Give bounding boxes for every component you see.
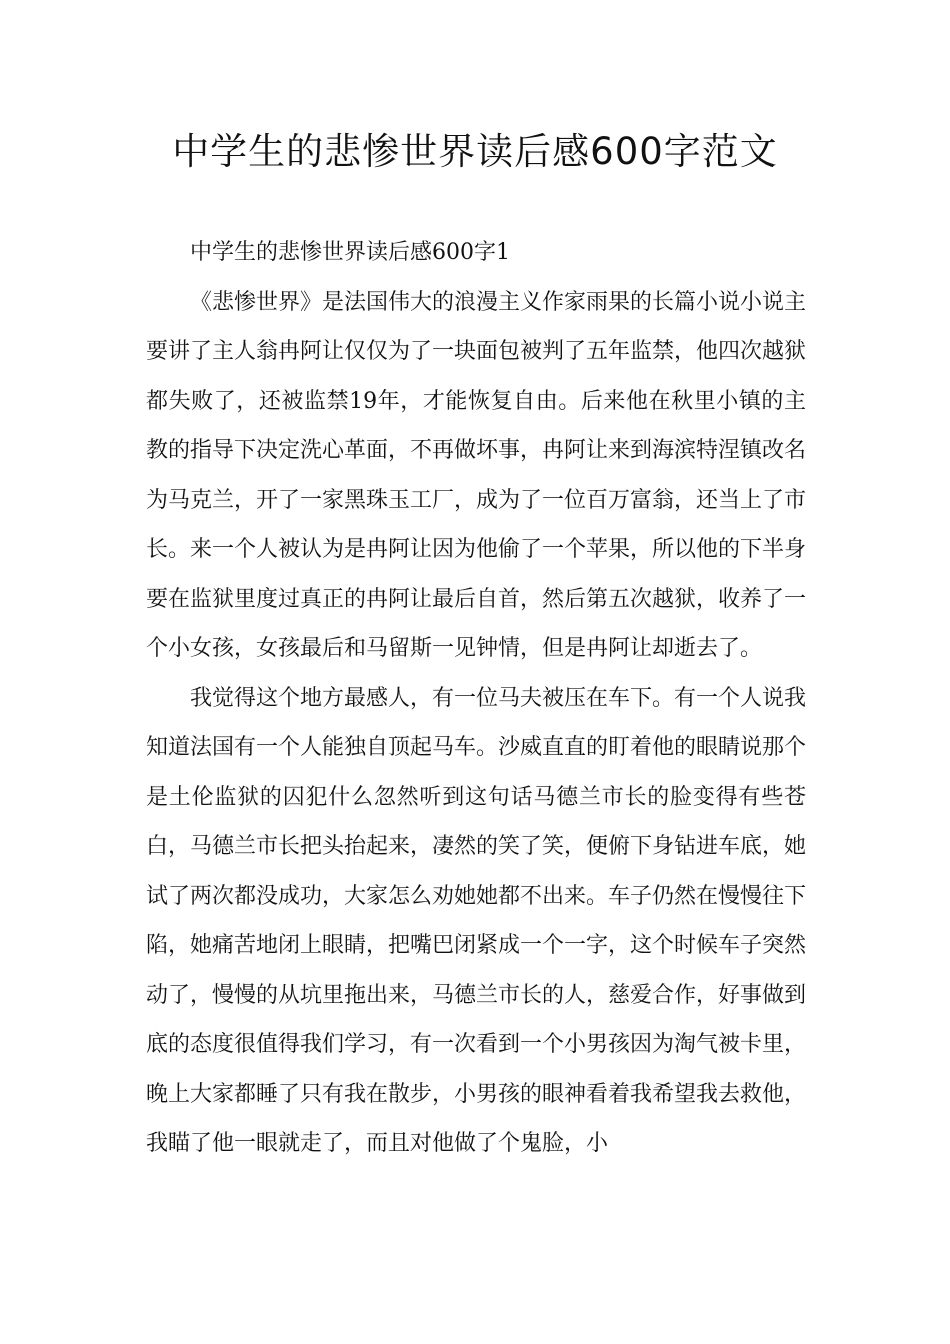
document-title: 中学生的悲惨世界读后感600字范文 (172, 130, 778, 173)
paragraph: 《悲惨世界》是法国伟大的浪漫主义作家雨果的长篇小说小说主要讲了主人翁冉阿让仅仅为了一块面包被判了五年监禁，他四次越狱都失败了，还被监禁19年，才能恢复自由。后来他在秋里小镇的主教的指导下决定洗心革面，不再做坏事，冉阿让来到海滨特涅镇改名为马克兰，开了一家黑珠玉工厂，成为了一位百万富翁，还当上了市长。来一个人被认为是冉阿让因为他偷了一个苹果，所以他的下半身要在监狱里度过真正的冉阿让最后自首，然后第五次越狱，收养了一个小女孩，女孩最后和马留斯一见钟情，但是冉阿让却逝去了。 (146, 289, 807, 661)
section-heading: 中学生的悲惨世界读后感600字1 (190, 240, 510, 265)
document-body (146, 228, 806, 1169)
paragraph: 我觉得这个地方最感人，有一位马夫被压在车下。有一个人说我知道法国有一个人能独自顶起马车。沙威直直的盯着他的眼睛说那个是土伦监狱的囚犯什么忽然听到这句话马德兰市长的脸变得有些苍白，马德兰市长把头抬起来，凄然的笑了笑，便俯下身钻进车底，她试了两次都没成功，大家怎么劝她她都不出来。车子仍然在慢慢往下陷，她痛苦地闭上眼睛，把嘴巴闭紧成一个一字，这个时候车子突然动了，慢慢的从坑里拖出来，马德兰市长的人，慈爱合作，好事做到底的态度很值得我们学习，有一次看到一个小男孩因为淘气被卡里，晚上大家都睡了只有我在散步，小男孩的眼神看着我希望我去救他，我瞄了他一眼就走了，而且对他做了个鬼脸，小 (146, 685, 807, 1156)
